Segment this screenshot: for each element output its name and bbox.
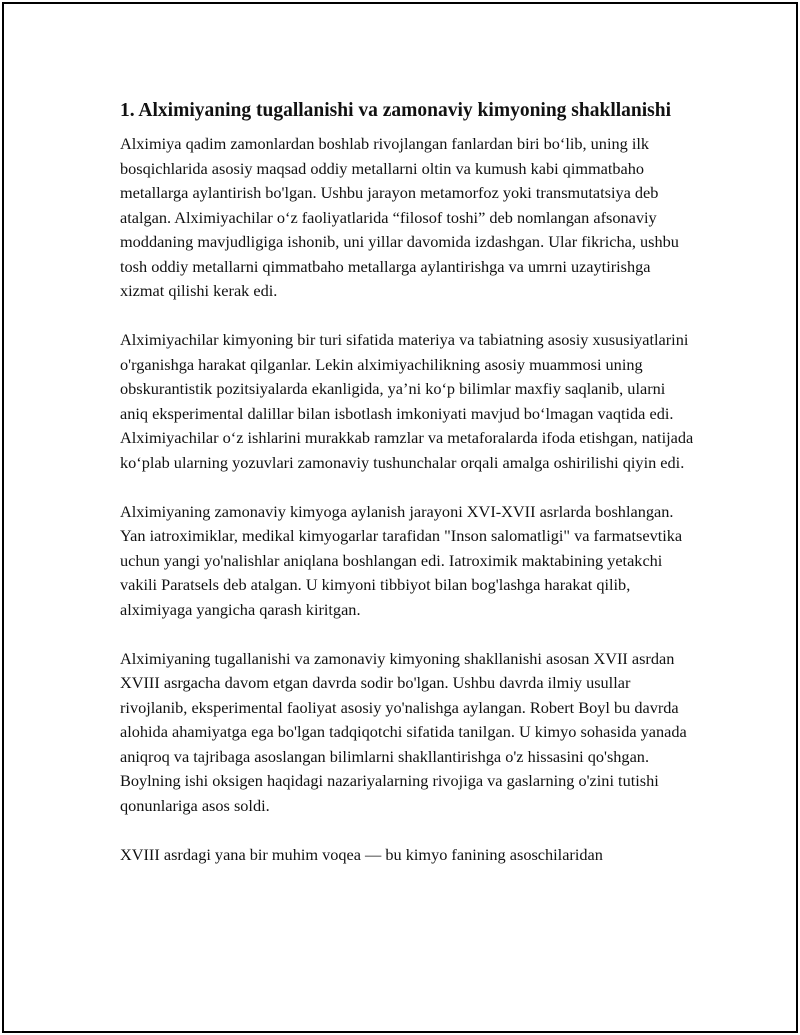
document-page <box>2 2 798 1033</box>
document-body <box>120 97 694 892</box>
section-heading: 1. Alximiyaning tugallanishi va zamonaviy kimyoning shakllanishi <box>120 100 672 121</box>
paragraph: Alximiyachilar kimyoning bir turi sifatida materiya va tabiatning asosiy xususiyatlarini o'rganishga harakat qilganlar. Lekin alximiyachilikning asosiy muammosi uning obskurantistik pozitsiyalarda ekanligida, ya’ni ko‘p bilimlar maxfiy saqlanib, ularni aniq eksperimental dalillar bilan isbotlash imkoniyati mavjud bo‘lmagan vaqtida edi. Alximiyachilar o‘z ishlarini murakkab ramzlar va metaforalarda ifoda etishgan, natijada ko‘plab ularning yozuvlari zamonaviy tushunchalar orqali amalga oshirilishi qiyin edi. <box>120 330 694 472</box>
paragraph: Alximiyaning zamonaviy kimyoga aylanish jarayoni XVI-XVII asrlarda boshlangan. Yan iatroximiklar, medikal kimyogarlar tarafidan "Inson salomatligi" va farmatsevtika uchun yangi yo'nalishlar aniqlana boshlangan edi. Iatroximik maktabining yetakchi vakili Paratsels deb atalgan. U kimyoni tibbiyot bilan bog'lashga harakat qilib, alximiyaga yangicha qarash kiritgan. <box>120 501 683 619</box>
paragraph: Alximiya qadim zamonlardan boshlab rivojlangan fanlardan biri bo‘lib, uning ilk bosqichlarida asosiy maqsad oddiy metallarni oltin va kumush kabi qimmatbaho metallarga aylantirish bo'lgan. Ushbu jarayon metamorfoz yoki transmutatsiya deb atalgan. Alximiyachilar o‘z faoliyatlarida “filosof toshi” deb nomlangan afsonaviy moddaning mavjudligiga ishonib, uni yillar davomida izdashgan. Ular fikricha, ushbu tosh oddiy metallarni qimmatbaho metallarga aylantirishga va umrni uzaytirishga xizmat qilishi kerak edi. <box>120 134 679 300</box>
paragraph: Alximiyaning tugallanishi va zamonaviy kimyoning shakllanishi asosan XVII asrdan XVIII asrgacha davom etgan davrda sodir bo'lgan. Ushbu davrda ilmiy usullar rivojlanib, eksperimental faoliyat asosiy yo'nalishga aylangan. Robert Boyl bu davrda alohida ahamiyatga ega bo'lgan tadqiqotchi sifatida tanilgan. U kimyo sohasida yanada aniqroq va tajribaga asoslangan bilimlarni shakllantirishga o'z hissasini qo'shgan. Boylning ishi oksigen haqidagi nazariyalarning rivojiga va gaslarning o'zini tutishi qonunlariga asos soldi. <box>120 648 687 815</box>
paragraph: XVIII asrdagi yana bir muhim voqea — bu kimyo fanining asoschilaridan <box>120 844 603 864</box>
